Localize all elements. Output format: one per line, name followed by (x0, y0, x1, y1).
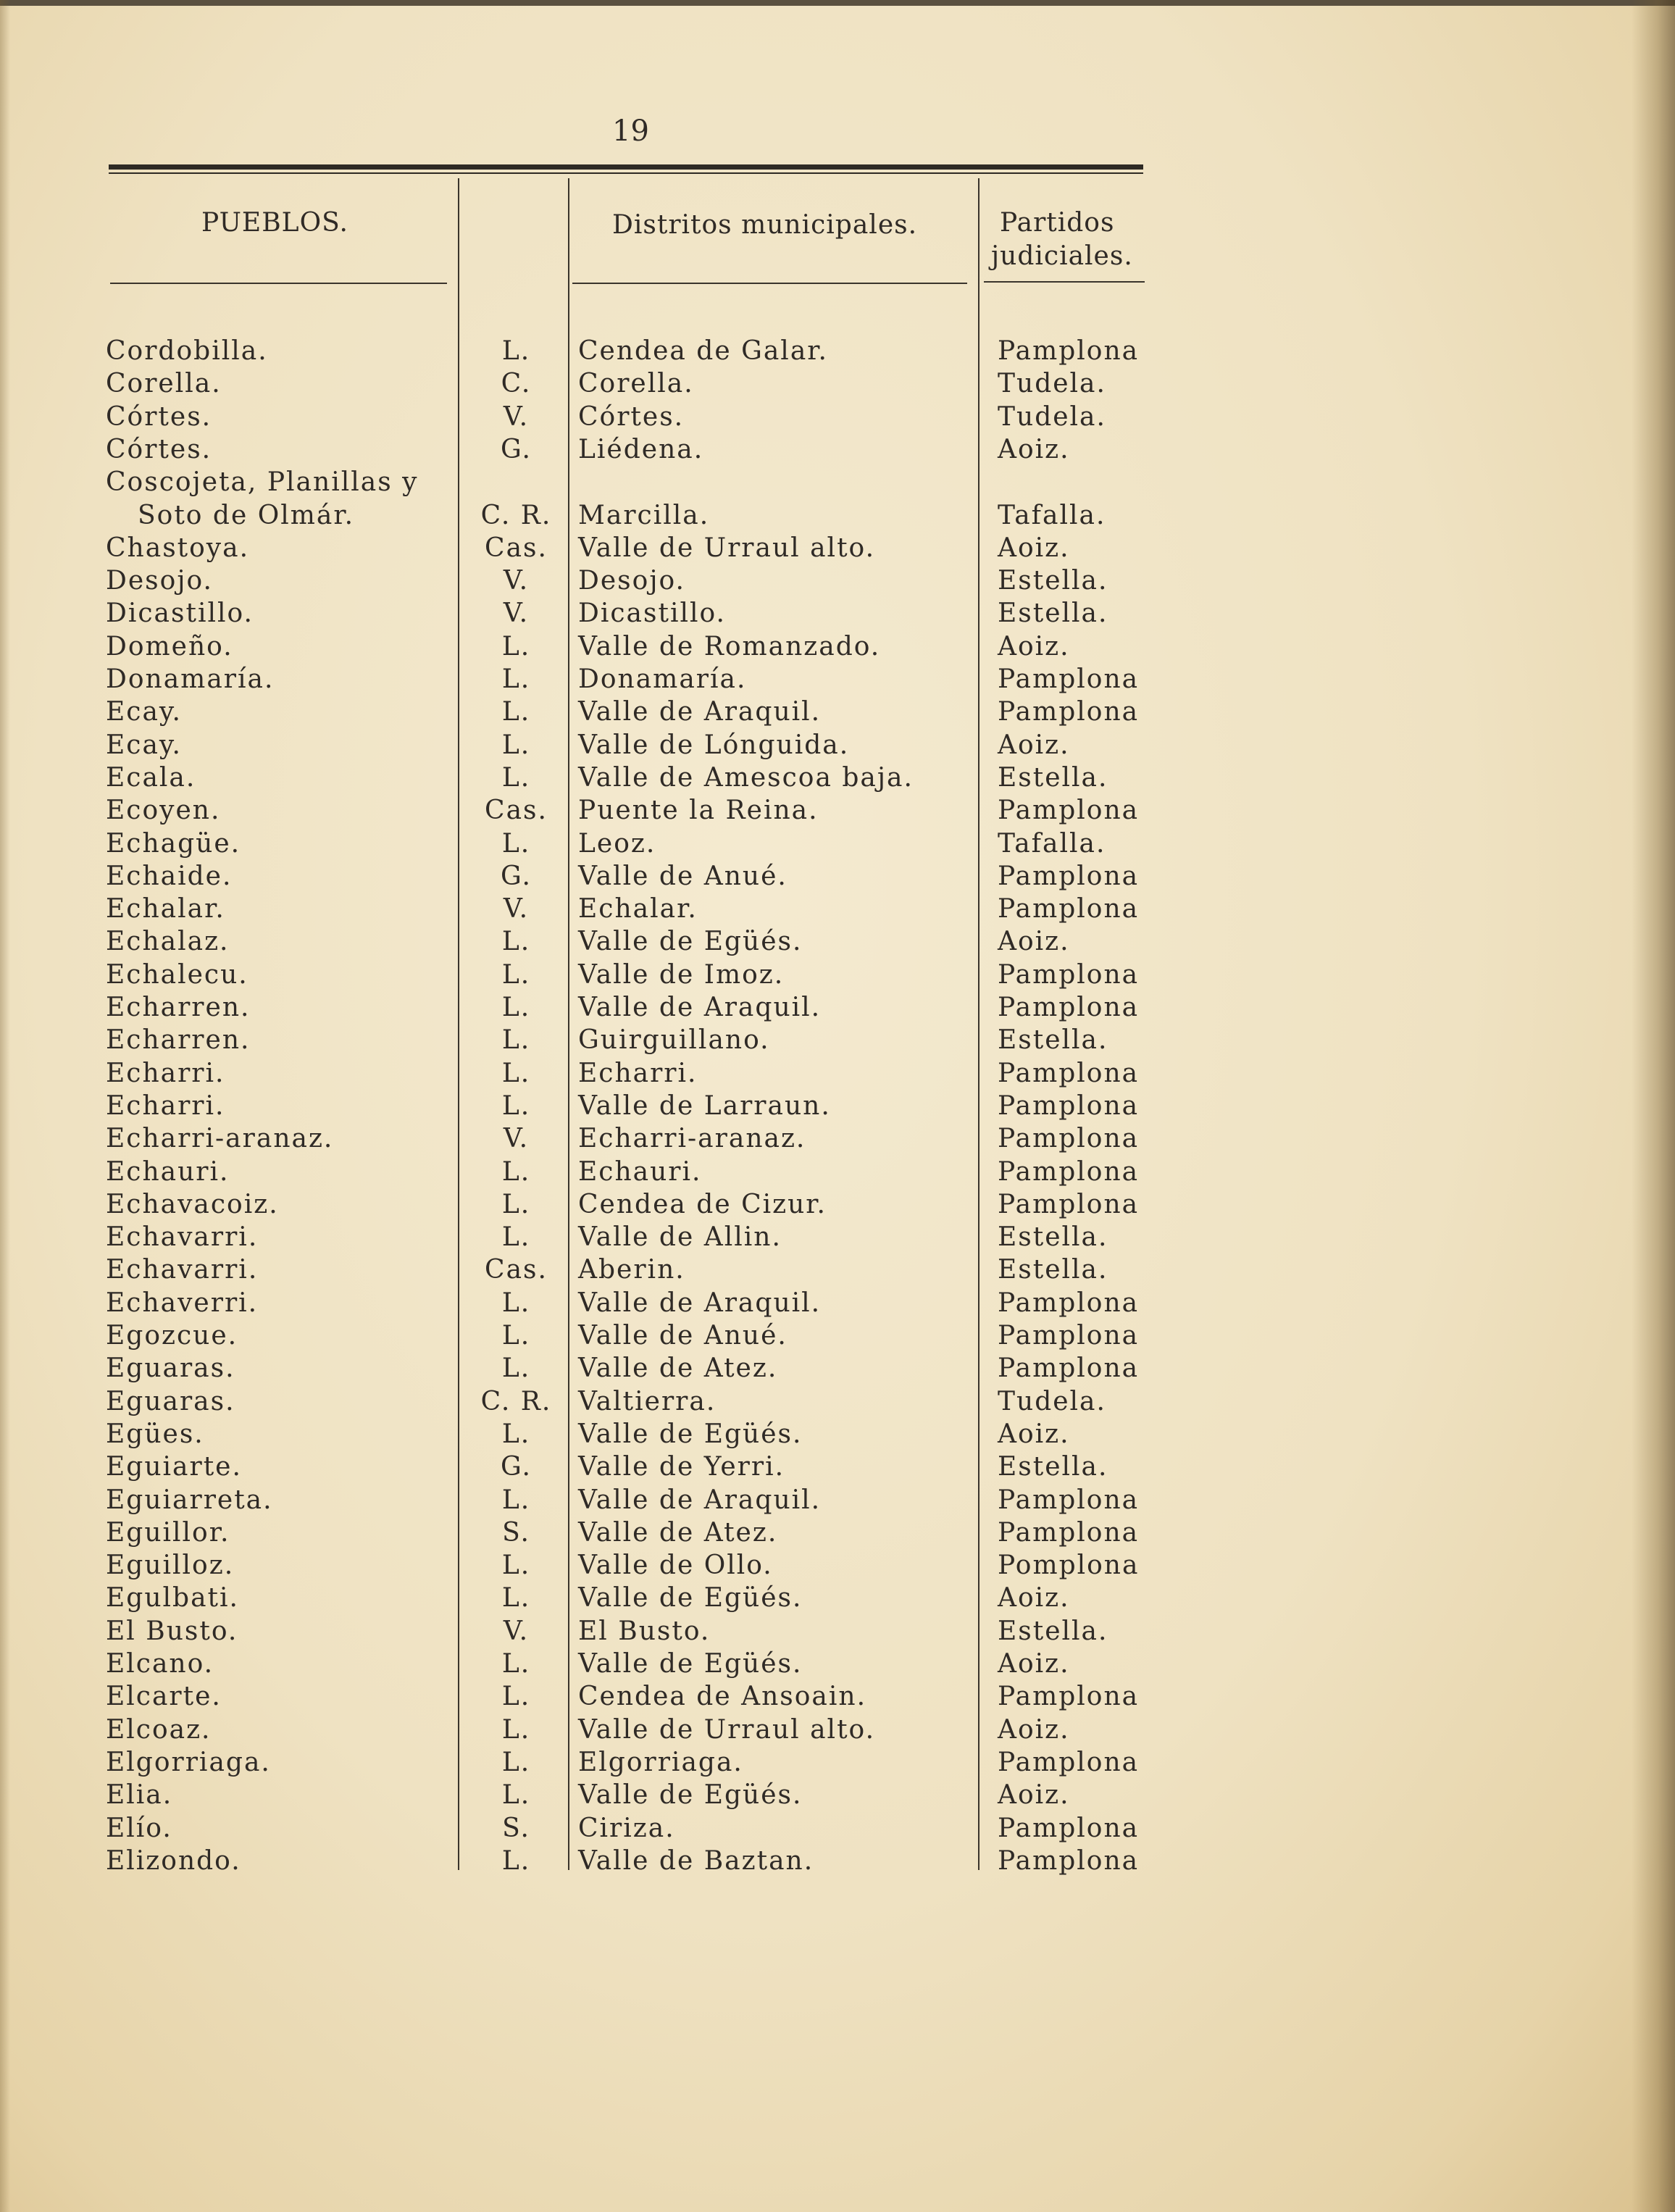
municipal-district: Cendea de Cizur. (578, 1189, 827, 1219)
town-name: Desojo. (106, 566, 213, 596)
municipal-district: Valle de Larraun. (578, 1090, 831, 1121)
town-type: Cas. (485, 1255, 548, 1285)
judicial-district: Pamplona (998, 1124, 1140, 1154)
table-row (0, 1352, 1675, 1385)
judicial-district: Aoiz. (998, 1714, 1070, 1745)
judicial-district: Estella. (998, 1255, 1108, 1285)
town-type: L. (501, 993, 531, 1022)
town-name: Eguaras. (106, 1353, 235, 1384)
municipal-district: Valle de Romanzado. (578, 631, 881, 661)
judicial-district: Pamplona (998, 664, 1140, 694)
town-type: L. (501, 631, 531, 661)
town-type: C. R. (480, 500, 552, 530)
town-type: L. (501, 1025, 531, 1056)
town-name: Eguilloz. (106, 1551, 235, 1581)
town-name: Echarren. (106, 993, 251, 1022)
table-row (0, 499, 1675, 532)
municipal-district: Valle de Araquil. (578, 1485, 822, 1515)
town-type: L. (501, 1682, 531, 1712)
table-row (0, 1319, 1675, 1352)
table-row (0, 1746, 1675, 1779)
town-type: L. (501, 1222, 531, 1253)
town-name: Ecay. (106, 730, 182, 760)
town-type: L. (501, 1090, 531, 1121)
municipal-district: Valle de Araquil. (578, 697, 822, 727)
town-name: Egües. (106, 1419, 204, 1449)
table-row (0, 335, 1675, 367)
table-row (0, 893, 1675, 925)
town-type: L. (501, 1321, 531, 1351)
town-type: L. (501, 664, 531, 694)
town-type: C. (501, 369, 532, 399)
town-type: L. (501, 730, 531, 760)
town-type: L. (501, 828, 531, 859)
judicial-district: Pamplona (998, 1813, 1140, 1843)
town-type: G. (501, 861, 532, 891)
town-type: L. (501, 1058, 531, 1088)
table-row (0, 532, 1675, 564)
table-row (0, 1156, 1675, 1188)
town-name: Echalaz. (106, 927, 230, 957)
judicial-district: Pamplona (998, 1485, 1140, 1515)
table-row (0, 401, 1675, 433)
judicial-district: Aoiz. (998, 631, 1070, 661)
town-type: S. (502, 1517, 530, 1548)
municipal-district: Valle de Egüés. (578, 1583, 803, 1614)
table-row (0, 1615, 1675, 1648)
town-type: L. (501, 1649, 531, 1679)
municipal-district: Valle de Baztan. (578, 1845, 814, 1876)
table-row (0, 1122, 1675, 1155)
judicial-district: Aoiz. (998, 533, 1070, 563)
municipal-district: Valle de Atez. (578, 1353, 778, 1384)
town-type: L. (501, 1419, 531, 1449)
municipal-district: Valle de Araquil. (578, 1287, 822, 1318)
table-row (0, 1418, 1675, 1451)
town-name: Soto de Olmár. (138, 500, 355, 530)
town-type: V. (503, 1124, 530, 1154)
town-name: Ecoyen. (106, 796, 221, 826)
town-name: Echarri. (106, 1090, 225, 1121)
table-row (0, 1845, 1675, 1877)
town-name: Elcarte. (106, 1682, 222, 1712)
table-row (0, 1221, 1675, 1253)
town-name: Elcano. (106, 1649, 214, 1679)
town-name: Elizondo. (106, 1845, 241, 1876)
table-row (0, 860, 1675, 893)
municipal-district: Cendea de Galar. (578, 336, 828, 366)
town-name: Echauri. (106, 1156, 230, 1187)
town-type: L. (501, 1156, 531, 1187)
town-name: Elío. (106, 1813, 172, 1843)
municipal-district: Valle de Atez. (578, 1517, 778, 1548)
header-rule-thick (109, 164, 1143, 170)
town-name: Echavarri. (106, 1222, 259, 1253)
table-row (0, 663, 1675, 696)
judicial-district: Pomplona (998, 1551, 1140, 1581)
municipal-district: Valle de Egüés. (578, 927, 803, 957)
town-name: Echalar. (106, 894, 225, 925)
town-type: C. R. (480, 1386, 552, 1416)
table-row (0, 761, 1675, 794)
town-type: V. (503, 598, 530, 629)
judicial-district: Pamplona (998, 861, 1140, 891)
town-name: Córtes. (106, 401, 212, 432)
judicial-district: Pamplona (998, 336, 1140, 366)
table-row (0, 729, 1675, 761)
table-row (0, 1188, 1675, 1221)
town-name: Echagüe. (106, 828, 241, 859)
municipal-district: Echalar. (578, 894, 698, 925)
town-name: Echaide. (106, 861, 233, 891)
judicial-district: Estella. (998, 1222, 1108, 1253)
judicial-district: Pamplona (998, 1517, 1140, 1548)
municipal-district: Valle de Ollo. (578, 1551, 773, 1581)
municipal-district: Valle de Amescoa baja. (578, 762, 914, 793)
town-name: Elcoaz. (106, 1714, 212, 1745)
town-name: Echaverri. (106, 1287, 259, 1318)
judicial-district: Estella. (998, 1452, 1108, 1482)
header-underline-pueblos (110, 283, 447, 284)
municipal-district: Ciriza. (578, 1813, 675, 1843)
municipal-district: Córtes. (578, 401, 685, 432)
table-row (0, 597, 1675, 630)
table-row (0, 1253, 1675, 1286)
municipal-district: Valle de Urraul alto. (578, 533, 876, 563)
table-row (0, 466, 1675, 498)
town-name: Elgorriaga. (106, 1747, 271, 1777)
municipal-district: Valle de Araquil. (578, 993, 822, 1022)
town-type: G. (501, 434, 532, 464)
municipal-district: Corella. (578, 369, 694, 399)
town-name: Dicastillo. (106, 598, 254, 629)
town-type: L. (501, 1714, 531, 1745)
town-name: Córtes. (106, 434, 212, 464)
municipal-district: Dicastillo. (578, 598, 726, 629)
municipal-district: Donamaría. (578, 664, 747, 694)
judicial-district: Aoiz. (998, 1419, 1070, 1449)
town-name: Echarri-aranaz. (106, 1124, 334, 1154)
table-row (0, 1648, 1675, 1680)
town-name: Elia. (106, 1780, 173, 1811)
judicial-district: Pamplona (998, 1189, 1140, 1219)
judicial-district: Pamplona (998, 1682, 1140, 1712)
town-type: L. (501, 1287, 531, 1318)
judicial-district: Tafalla. (998, 828, 1106, 859)
judicial-district: Pamplona (998, 1353, 1140, 1384)
town-type: L. (501, 336, 531, 366)
table-row (0, 827, 1675, 860)
town-name: El Busto. (106, 1616, 238, 1646)
table-row (0, 1779, 1675, 1811)
municipal-district: Echarri. (578, 1058, 698, 1088)
judicial-district: Pamplona (998, 894, 1140, 925)
town-name: Chastoya. (106, 533, 250, 563)
table-row (0, 1385, 1675, 1418)
municipal-district: El Busto. (578, 1616, 711, 1646)
town-name: Echalecu. (106, 959, 248, 990)
judicial-district: Aoiz. (998, 1583, 1070, 1614)
municipal-district: Aberin. (578, 1255, 685, 1285)
town-name: Eguaras. (106, 1386, 235, 1416)
judicial-district: Tudela. (998, 369, 1106, 399)
header-partidos-line1: Partidos (1000, 208, 1115, 238)
town-type: V. (503, 566, 530, 596)
town-type: L. (501, 1189, 531, 1219)
town-name: Echarri. (106, 1058, 225, 1088)
town-name: Ecala. (106, 762, 196, 793)
table-row (0, 1287, 1675, 1319)
table-row (0, 1680, 1675, 1713)
municipal-district: Guirguillano. (578, 1025, 770, 1056)
table-row (0, 1451, 1675, 1483)
judicial-district: Pamplona (998, 1090, 1140, 1121)
town-name: Echavacoiz. (106, 1189, 279, 1219)
town-name: Donamaría. (106, 664, 275, 694)
page-number: 19 (612, 114, 649, 148)
municipal-district: Valle de Egüés. (578, 1780, 803, 1811)
judicial-district: Aoiz. (998, 1780, 1070, 1811)
town-type: L. (501, 762, 531, 793)
municipal-district: Liédena. (578, 434, 704, 464)
table-row (0, 991, 1675, 1024)
town-name: Eguillor. (106, 1517, 230, 1548)
judicial-district: Estella. (998, 762, 1108, 793)
municipal-district: Cendea de Ansoain. (578, 1682, 867, 1712)
header-distritos: Distritos municipales. (612, 210, 918, 240)
table-row (0, 1714, 1675, 1746)
table-row (0, 367, 1675, 400)
town-type: L. (501, 1353, 531, 1384)
town-type: V. (503, 401, 530, 432)
town-name: Egulbati. (106, 1583, 239, 1614)
judicial-district: Pamplona (998, 1058, 1140, 1088)
header-partidos-line2: judiciales. (991, 241, 1133, 271)
municipal-district: Puente la Reina. (578, 796, 819, 826)
table-row (0, 1549, 1675, 1582)
table-row (0, 433, 1675, 466)
municipal-district: Echauri. (578, 1156, 702, 1187)
header-underline-distritos (572, 283, 967, 284)
municipal-district: Valle de Egüés. (578, 1649, 803, 1679)
municipal-district: Valle de Lónguida. (578, 730, 850, 760)
municipal-district: Valtierra. (578, 1386, 717, 1416)
town-type: L. (501, 927, 531, 957)
table-row (0, 630, 1675, 663)
town-type: L. (501, 959, 531, 990)
municipal-district: Valle de Imoz. (578, 959, 785, 990)
town-name: Cordobilla. (106, 336, 268, 366)
town-name: Eguiarte. (106, 1452, 242, 1482)
municipal-district: Valle de Anué. (578, 1321, 788, 1351)
town-type: V. (503, 894, 530, 925)
judicial-district: Pamplona (998, 1321, 1140, 1351)
town-type: V. (503, 1616, 530, 1646)
judicial-district: Aoiz. (998, 927, 1070, 957)
header-rule-thin (109, 172, 1143, 174)
town-type: Cas. (485, 796, 548, 826)
judicial-district: Estella. (998, 598, 1108, 629)
table-row (0, 1024, 1675, 1056)
header-pueblos: PUEBLOS. (201, 208, 348, 238)
municipal-district: Valle de Anué. (578, 861, 788, 891)
judicial-district: Pamplona (998, 993, 1140, 1022)
town-type: Cas. (485, 533, 548, 563)
town-type: L. (501, 1583, 531, 1614)
judicial-district: Pamplona (998, 1287, 1140, 1318)
town-type: L. (501, 1780, 531, 1811)
judicial-district: Tudela. (998, 1386, 1106, 1416)
table-row (0, 1484, 1675, 1516)
table-row (0, 1090, 1675, 1122)
town-name: Ecay. (106, 697, 182, 727)
town-type: L. (501, 1845, 531, 1876)
judicial-district: Estella. (998, 1025, 1108, 1056)
header-underline-partidos (984, 281, 1145, 283)
municipal-district: Leoz. (578, 828, 656, 859)
judicial-district: Pamplona (998, 796, 1140, 826)
judicial-district: Estella. (998, 566, 1108, 596)
municipal-district: Elgorriaga. (578, 1747, 743, 1777)
judicial-district: Tafalla. (998, 500, 1106, 530)
town-name: Coscojeta, Planillas y (106, 467, 419, 498)
table-row (0, 1812, 1675, 1845)
town-name: Echarren. (106, 1025, 251, 1056)
table-row (0, 696, 1675, 728)
town-name: Egozcue. (106, 1321, 238, 1351)
judicial-district: Estella. (998, 1616, 1108, 1646)
judicial-district: Pamplona (998, 1747, 1140, 1777)
town-type: S. (502, 1813, 530, 1843)
town-type: G. (501, 1452, 532, 1482)
town-type: L. (501, 1551, 531, 1581)
town-type: L. (501, 1747, 531, 1777)
town-name: Corella. (106, 369, 222, 399)
town-name: Domeño. (106, 631, 233, 661)
judicial-district: Pamplona (998, 1845, 1140, 1876)
municipal-district: Echarri-aranaz. (578, 1124, 806, 1154)
town-name: Echavarri. (106, 1255, 259, 1285)
table-row (0, 794, 1675, 827)
municipal-district: Valle de Allin. (578, 1222, 782, 1253)
municipal-district: Valle de Urraul alto. (578, 1714, 876, 1745)
town-name: Eguiarreta. (106, 1485, 273, 1515)
municipal-district: Valle de Yerri. (578, 1452, 785, 1482)
table-row (0, 1582, 1675, 1614)
judicial-district: Pamplona (998, 959, 1140, 990)
judicial-district: Pamplona (998, 697, 1140, 727)
judicial-district: Aoiz. (998, 730, 1070, 760)
judicial-district: Aoiz. (998, 1649, 1070, 1679)
municipal-district: Desojo. (578, 566, 685, 596)
page-top-edge (0, 0, 1675, 6)
town-type: L. (501, 697, 531, 727)
municipal-district: Valle de Egüés. (578, 1419, 803, 1449)
judicial-district: Tudela. (998, 401, 1106, 432)
table-row (0, 925, 1675, 958)
judicial-district: Pamplona (998, 1156, 1140, 1187)
judicial-district: Aoiz. (998, 434, 1070, 464)
table-row (0, 1057, 1675, 1090)
town-type: L. (501, 1485, 531, 1515)
table-row (0, 959, 1675, 991)
table-row (0, 1516, 1675, 1549)
municipal-district: Marcilla. (578, 500, 710, 530)
table-row (0, 564, 1675, 597)
